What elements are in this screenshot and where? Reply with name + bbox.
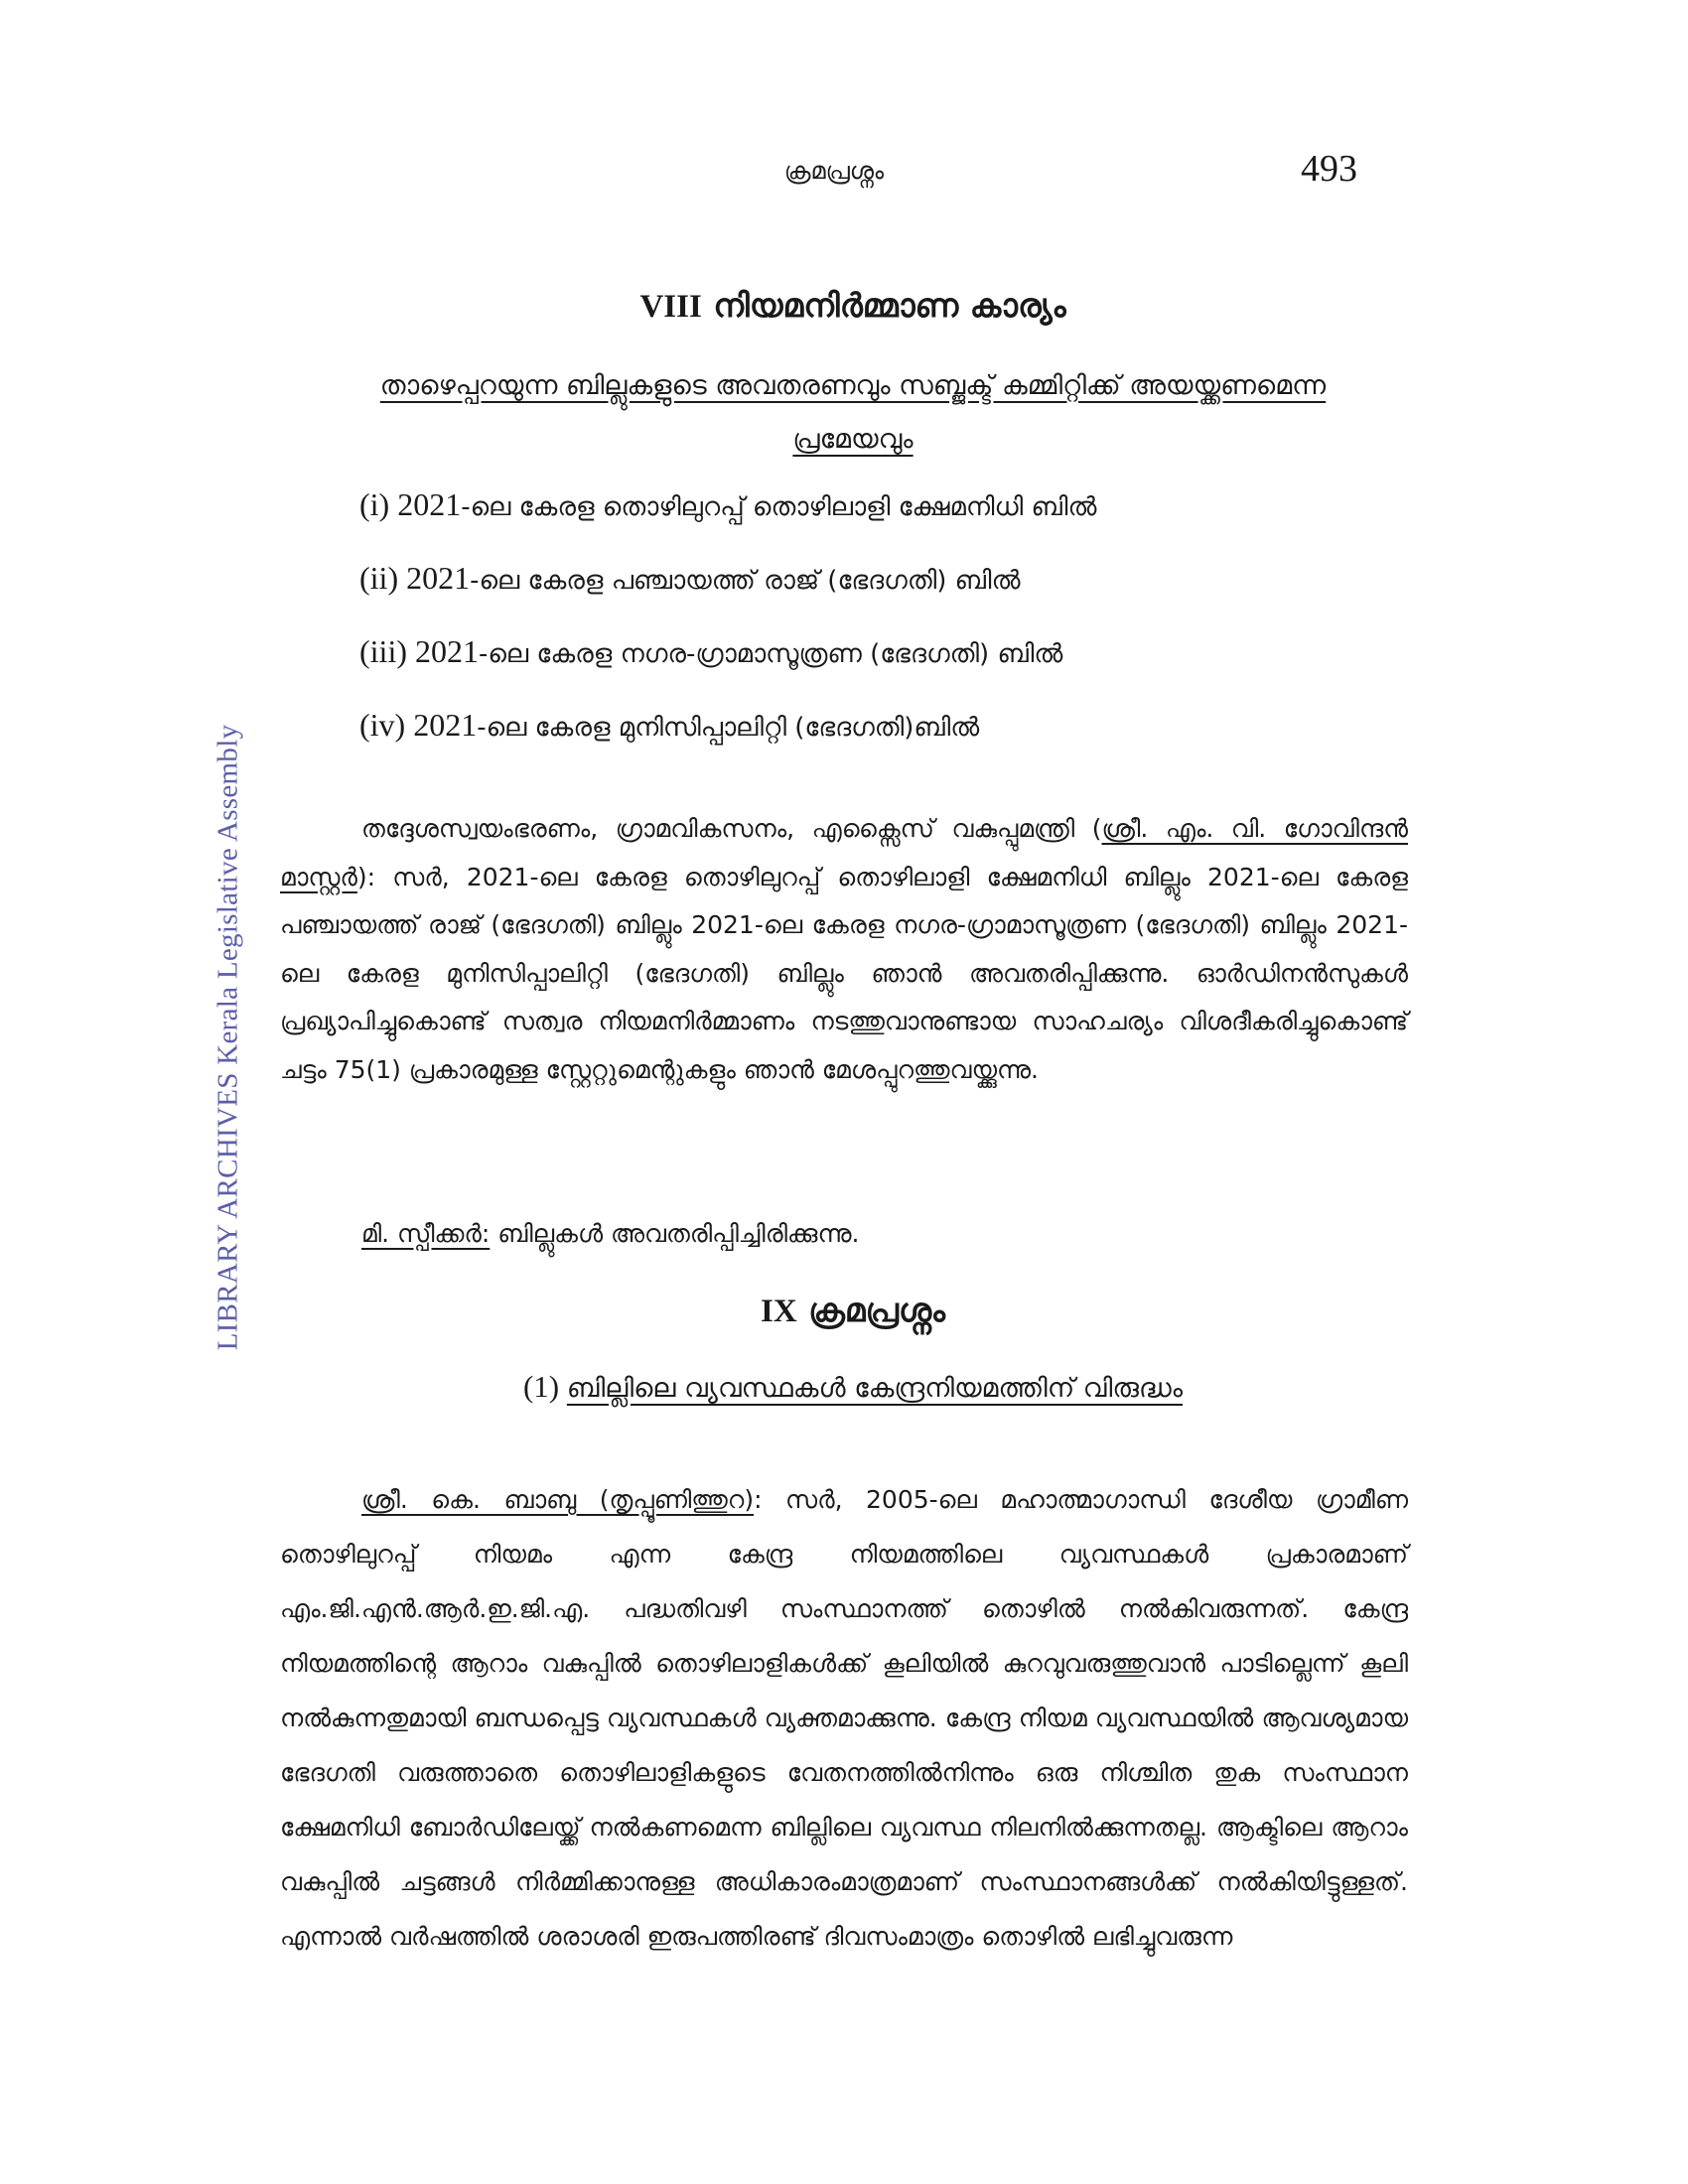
running-head: ക്രമപ്രശ്നം (783, 157, 885, 185)
watermark-text: LIBRARY ARCHIVES Kerala Legislative Assembly (211, 724, 244, 1351)
page-number: 493 (1301, 148, 1357, 190)
section-numeral: IX (761, 1294, 797, 1329)
bill-title: -ലെ കേരള പഞ്ചായത്ത് രാജ് (ഭേദഗതി) ബിൽ (470, 566, 1021, 596)
bill-title: -ലെ കേരള തൊഴിലുറപ്പ് തൊഴിലാളി ക്ഷേമനിധി ബിൽ (461, 492, 1097, 522)
bill-list (359, 484, 1096, 778)
speaker-name: ശ്രീ. കെ. ബാബു (തൃപ്പൂണിത്തുറ) (361, 1485, 755, 1514)
bill-title: -ലെ കേരള മുനിസിപ്പാലിറ്റി (ഭേദഗതി)ബിൽ (477, 713, 980, 743)
subject-heading-ix (298, 1360, 1408, 1416)
subject-line-2: പ്രമേയവും (792, 424, 914, 455)
speaker-name: മി. സ്പീക്കർ: (361, 1219, 491, 1248)
ruling-text: ബില്ലുകൾ അവതരിപ്പിച്ചിരിക്കുന്നു. (490, 1219, 860, 1248)
bill-number: (ii) 2021 (359, 560, 471, 596)
speaker-name: ശ്രീ. എം. വി. ഗോവിന്ദൻ മാസ്റ്റർ (280, 814, 1408, 891)
minister-statement-paragraph (280, 805, 1408, 1094)
paragraph-lead: തദ്ദേശസ്വയംഭരണം, ഗ്രാമവികസനം, എക്സൈസ് വകുപ്പുമന്ത്രി ( (361, 814, 1102, 843)
bill-title: -ലെ കേരള നഗര-ഗ്രാമാസൂത്രണ (ഭേദഗതി) ബിൽ (478, 639, 1063, 669)
list-item (359, 558, 1096, 631)
list-item (359, 631, 1096, 705)
subject-heading-viii (298, 359, 1408, 467)
list-item (359, 705, 1096, 778)
section-title: ക്രമപ്രശ്നം (808, 1291, 945, 1329)
bill-number: (iii) 2021 (359, 633, 479, 669)
list-item (359, 484, 1096, 558)
paragraph-body: : സർ, 2005-ലെ മഹാത്മാഗാന്ധി ദേശീയ ഗ്രാമീണ തൊഴിലുറപ്പ് നിയമം എന്ന കേന്ദ്ര നിയമത്തിലെ വ്യവസ്ഥകൾ പ്രകാരമാണ് എം.ജി.എൻ.ആർ.ഇ.ജി.എ. പദ്ധതിവഴി സംസ്ഥാനത്ത് തൊഴിൽ നൽകിവരുന്നത്. കേന്ദ്ര നിയമത്തിന്റെ ആറാം വകുപ്പിൽ തൊഴിലാളികൾക്ക് കൂലിയിൽ കുറവുവരുത്തുവാൻ പാടില്ലെന്ന് കൂലി നൽകുന്നതുമായി ബന്ധപ്പെട്ട വ്യവസ്ഥകൾ വ്യക്തമാക്കുന്നു. കേന്ദ്ര നിയമ വ്യവസ്ഥയിൽ ആവശ്യമായ ഭേദഗതി വരുത്താതെ തൊഴിലാളികളുടെ വേതനത്തിൽനിന്നും ഒരു നിശ്ചിത തുക സംസ്ഥാന ക്ഷേമനിധി ബോർഡിലേയ്ക്ക് നൽകണമെന്ന ബില്ലിലെ വ്യവസ്ഥ നിലനിൽക്കുന്നതല്ല. ആക്ടിലെ ആറാം വകുപ്പിൽ ചട്ടങ്ങൾ നിർമ്മിക്കാനുള്ള അധികാരംമാത്രമാണ് സംസ്ഥാനങ്ങൾക്ക് നൽകിയിട്ടുള്ളത്. എന്നാൽ വർഷത്തിൽ ശരാശരി ഇരുപത്തിരണ്ട് ദിവസംമാത്രം തൊഴിൽ ലഭിച്ചുവരുന്ന (280, 1485, 1408, 1951)
subject-line-1: താഴെപ്പറയുന്ന ബില്ലുകളുടെ അവതരണവും സബ്ജക്ട് കമ്മിറ്റിക്ക് അയയ്ക്കണമെന്ന (379, 370, 1327, 401)
section-heading-ix (298, 1291, 1408, 1330)
section-title: നിയമനിർമ്മാണ കാര്യം (713, 286, 1066, 325)
subject-title: ബില്ലിലെ വ്യവസ്ഥകൾ കേന്ദ്രനിയമത്തിന് വിരുദ്ധം (566, 1373, 1184, 1404)
speaker-ruling (361, 1219, 859, 1249)
paragraph-body: ): സർ, 2021-ലെ കേരള തൊഴിലുറപ്പ് തൊഴിലാളി ക്ഷേമനിധി ബില്ലും 2021-ലെ കേരള പഞ്ചായത്ത് രാജ് (ഭേദഗതി) ബില്ലും 2021-ലെ കേരള നഗര-ഗ്രാമാസൂത്രണ (ഭേദഗതി) ബില്ലും 2021-ലെ കേരള മുനിസിപ്പാലിറ്റി (ഭേദഗതി) ബില്ലും ഞാൻ അവതരിപ്പിക്കുന്നു. ഓർഡിനൻസുകൾ പ്രഖ്യാപിച്ചുകൊണ്ട് സത്വര നിയമനിർമ്മാണം നടത്തുവാനുണ്ടായ സാഹചര്യം വിശദീകരിച്ചുകൊണ്ട് ചട്ടം 75(1) പ്രകാരമുള്ള സ്റ്റേറ്റുമെന്റുകളും ഞാൻ മേശപ്പുറത്തുവയ്ക്കുന്നു. (280, 862, 1408, 1084)
subject-number: (1) (522, 1369, 567, 1404)
section-numeral: VIII (639, 289, 702, 325)
point-of-order-paragraph (280, 1472, 1408, 1964)
bill-number: (i) 2021 (359, 486, 462, 522)
section-heading-viii (298, 286, 1408, 326)
bill-number: (iv) 2021 (359, 707, 478, 743)
